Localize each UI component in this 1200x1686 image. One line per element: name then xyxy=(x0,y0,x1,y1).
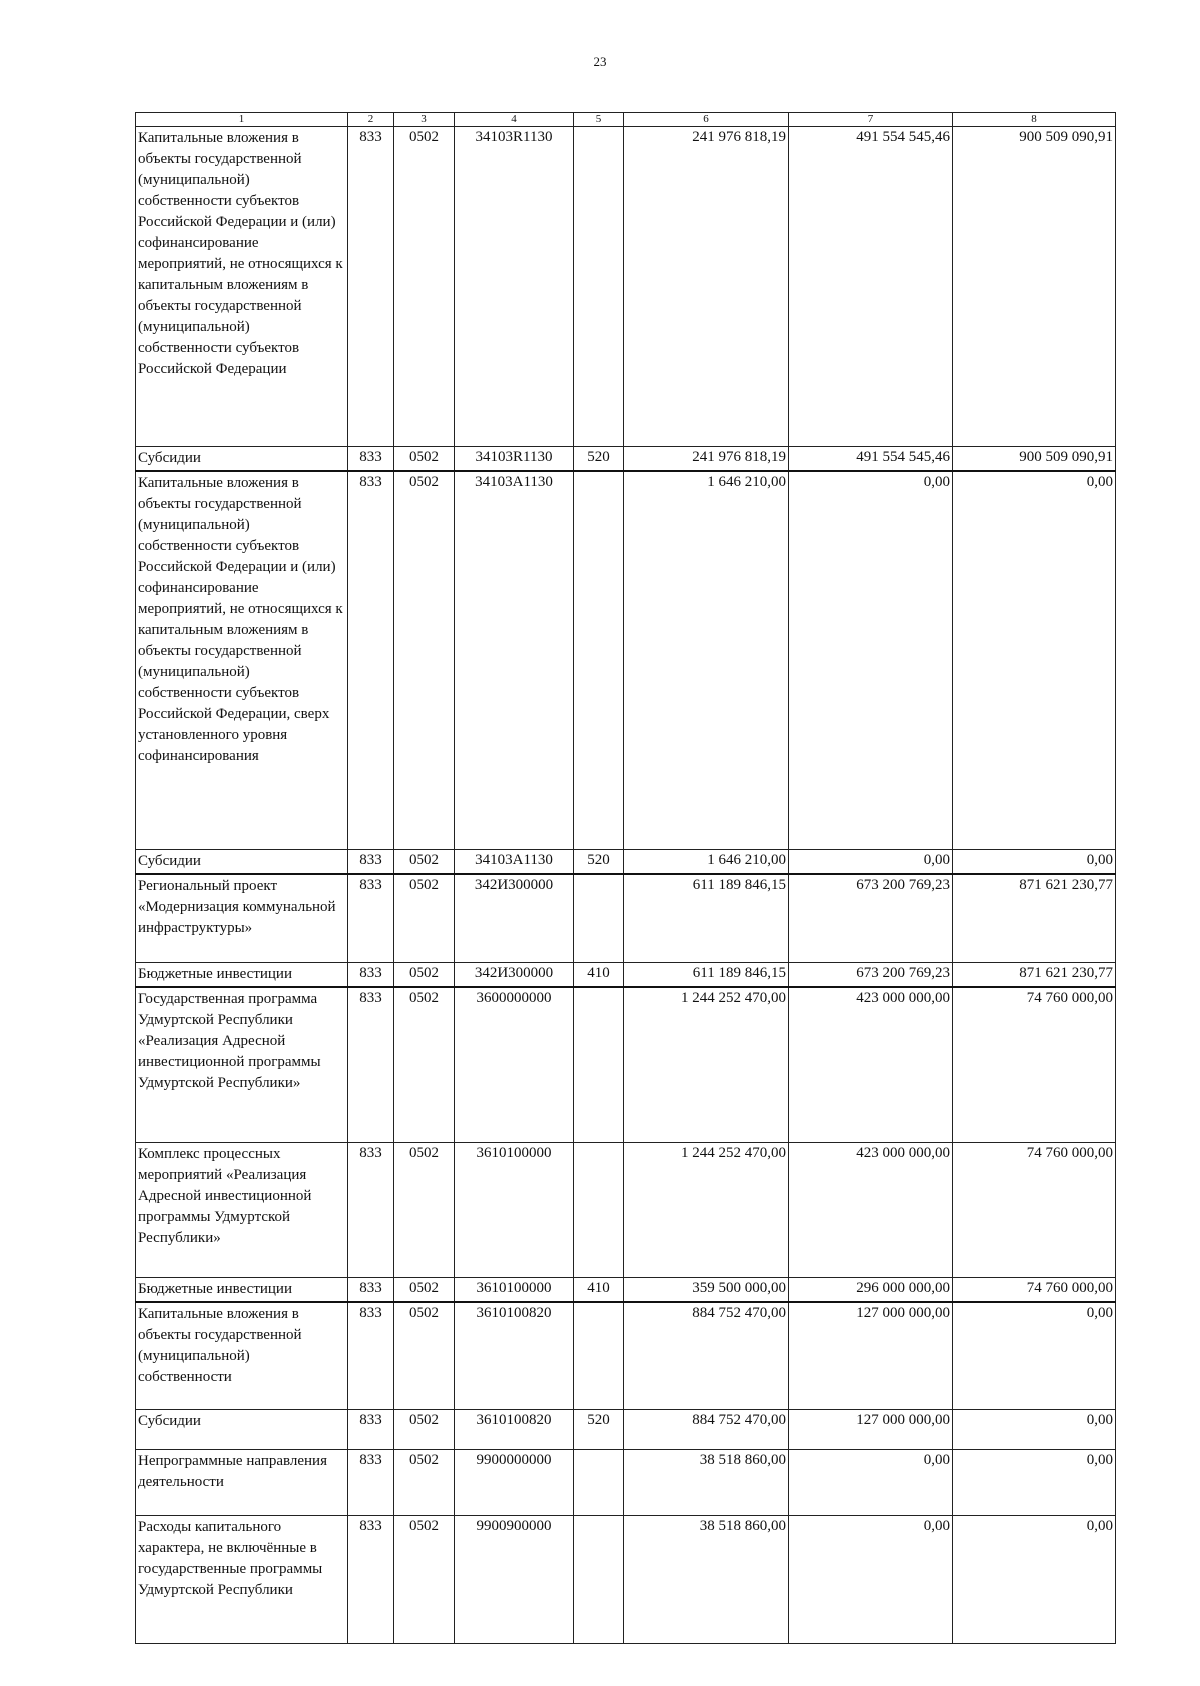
ministry-code: 833 xyxy=(348,471,394,849)
amount-col8: 0,00 xyxy=(953,1302,1116,1410)
amount-col8: 74 760 000,00 xyxy=(953,987,1116,1142)
ministry-code: 833 xyxy=(348,1277,394,1302)
expense-name: Субсидии xyxy=(136,1410,348,1450)
expense-type-code: 410 xyxy=(574,1277,624,1302)
ministry-code: 833 xyxy=(348,1302,394,1410)
target-article-code: 34103A1130 xyxy=(455,471,574,849)
ministry-code: 833 xyxy=(348,1450,394,1516)
table-row xyxy=(136,1277,1116,1302)
table-row xyxy=(136,1302,1116,1410)
page-number: 23 xyxy=(593,54,607,69)
amount-col7: 423 000 000,00 xyxy=(789,987,953,1142)
amount-col8: 871 621 230,77 xyxy=(953,874,1116,963)
section-code: 0502 xyxy=(394,1142,455,1277)
amount-col8: 0,00 xyxy=(953,849,1116,874)
column-number: 6 xyxy=(624,113,789,127)
expense-type-code xyxy=(574,1450,624,1516)
ministry-code: 833 xyxy=(348,127,394,447)
column-number-row xyxy=(136,113,1116,127)
target-article-code: 3610100000 xyxy=(455,1142,574,1277)
amount-col6: 884 752 470,00 xyxy=(624,1302,789,1410)
amount-col8: 74 760 000,00 xyxy=(953,1142,1116,1277)
section-code: 0502 xyxy=(394,471,455,849)
expense-type-code: 520 xyxy=(574,849,624,874)
target-article-code: 342И300000 xyxy=(455,874,574,963)
ministry-code: 833 xyxy=(348,447,394,472)
ministry-code: 833 xyxy=(348,987,394,1142)
target-article-code: 9900900000 xyxy=(455,1516,574,1644)
target-article-code: 9900000000 xyxy=(455,1450,574,1516)
expense-name: Бюджетные инвестиции xyxy=(136,1277,348,1302)
expense-name: Капитальные вложения в объекты государственной (муниципальной) собственности субъектов Российской Федерации и (или) софинансирование мероприятий, не относящихся к капитальным вложениям в объекты государственной (муниципальной) собственности субъектов Российской Федерации, сверх установленного уровня софинансирования xyxy=(136,471,348,849)
target-article-code: 3600000000 xyxy=(455,987,574,1142)
section-code: 0502 xyxy=(394,127,455,447)
amount-col7: 673 200 769,23 xyxy=(789,874,953,963)
amount-col6: 611 189 846,15 xyxy=(624,874,789,963)
table-row xyxy=(136,127,1116,447)
expense-name: Расходы капитального характера, не включённые в государственные программы Удмуртской Республики xyxy=(136,1516,348,1644)
amount-col6: 1 244 252 470,00 xyxy=(624,987,789,1142)
expense-name: Государственная программа Удмуртской Республики «Реализация Адресной инвестиционной программы Удмуртской Республики» xyxy=(136,987,348,1142)
target-article-code: 342И300000 xyxy=(455,963,574,988)
table-row xyxy=(136,874,1116,963)
target-article-code: 3610100820 xyxy=(455,1410,574,1450)
ministry-code: 833 xyxy=(348,1410,394,1450)
section-code: 0502 xyxy=(394,1410,455,1450)
amount-col6: 1 646 210,00 xyxy=(624,471,789,849)
amount-col6: 241 976 818,19 xyxy=(624,447,789,472)
amount-col8: 900 509 090,91 xyxy=(953,447,1116,472)
column-number: 5 xyxy=(574,113,624,127)
column-number: 7 xyxy=(789,113,953,127)
table-row xyxy=(136,1450,1116,1516)
ministry-code: 833 xyxy=(348,1516,394,1644)
expense-type-code xyxy=(574,1142,624,1277)
expense-type-code xyxy=(574,1516,624,1644)
target-article-code: 34103R1130 xyxy=(455,127,574,447)
expense-type-code xyxy=(574,1302,624,1410)
amount-col8: 871 621 230,77 xyxy=(953,963,1116,988)
amount-col8: 0,00 xyxy=(953,1450,1116,1516)
amount-col7: 423 000 000,00 xyxy=(789,1142,953,1277)
expense-name: Субсидии xyxy=(136,447,348,472)
target-article-code: 3610100000 xyxy=(455,1277,574,1302)
amount-col6: 884 752 470,00 xyxy=(624,1410,789,1450)
amount-col7: 127 000 000,00 xyxy=(789,1410,953,1450)
expense-type-code xyxy=(574,127,624,447)
expense-name: Региональный проект «Модернизация коммунальной инфраструктуры» xyxy=(136,874,348,963)
section-code: 0502 xyxy=(394,1516,455,1644)
section-code: 0502 xyxy=(394,1302,455,1410)
amount-col7: 0,00 xyxy=(789,849,953,874)
amount-col6: 1 646 210,00 xyxy=(624,849,789,874)
column-number: 3 xyxy=(394,113,455,127)
amount-col8: 74 760 000,00 xyxy=(953,1277,1116,1302)
section-code: 0502 xyxy=(394,963,455,988)
section-code: 0502 xyxy=(394,987,455,1142)
target-article-code: 34103R1130 xyxy=(455,447,574,472)
expense-name: Субсидии xyxy=(136,849,348,874)
amount-col7: 0,00 xyxy=(789,471,953,849)
table-row xyxy=(136,963,1116,988)
table-row xyxy=(136,1516,1116,1644)
amount-col8: 900 509 090,91 xyxy=(953,127,1116,447)
ministry-code: 833 xyxy=(348,1142,394,1277)
expense-type-code: 520 xyxy=(574,1410,624,1450)
amount-col6: 241 976 818,19 xyxy=(624,127,789,447)
amount-col7: 491 554 545,46 xyxy=(789,127,953,447)
ministry-code: 833 xyxy=(348,874,394,963)
amount-col6: 38 518 860,00 xyxy=(624,1450,789,1516)
expense-name: Бюджетные инвестиции xyxy=(136,963,348,988)
amount-col7: 127 000 000,00 xyxy=(789,1302,953,1410)
column-number: 4 xyxy=(455,113,574,127)
column-number: 8 xyxy=(953,113,1116,127)
amount-col7: 491 554 545,46 xyxy=(789,447,953,472)
amount-col8: 0,00 xyxy=(953,1516,1116,1644)
table-row xyxy=(136,1410,1116,1450)
expense-name: Капитальные вложения в объекты государственной (муниципальной) собственности субъектов Российской Федерации и (или) софинансирование мероприятий, не относящихся к капитальным вложениям в объекты государственной (муниципальной) собственности субъектов Российской Федерации xyxy=(136,127,348,447)
table-row xyxy=(136,849,1116,874)
expense-type-code: 410 xyxy=(574,963,624,988)
table-row xyxy=(136,1142,1116,1277)
amount-col7: 0,00 xyxy=(789,1450,953,1516)
expense-name: Капитальные вложения в объекты государственной (муниципальной) собственности xyxy=(136,1302,348,1410)
budget-table xyxy=(135,112,1116,1644)
table-row xyxy=(136,987,1116,1142)
amount-col6: 38 518 860,00 xyxy=(624,1516,789,1644)
column-number: 1 xyxy=(136,113,348,127)
expense-type-code xyxy=(574,987,624,1142)
section-code: 0502 xyxy=(394,874,455,963)
amount-col7: 296 000 000,00 xyxy=(789,1277,953,1302)
target-article-code: 34103A1130 xyxy=(455,849,574,874)
amount-col6: 359 500 000,00 xyxy=(624,1277,789,1302)
expense-type-code xyxy=(574,874,624,963)
table-row xyxy=(136,471,1116,849)
amount-col8: 0,00 xyxy=(953,1410,1116,1450)
section-code: 0502 xyxy=(394,447,455,472)
section-code: 0502 xyxy=(394,1450,455,1516)
amount-col8: 0,00 xyxy=(953,471,1116,849)
amount-col6: 611 189 846,15 xyxy=(624,963,789,988)
ministry-code: 833 xyxy=(348,963,394,988)
ministry-code: 833 xyxy=(348,849,394,874)
expense-name: Непрограммные направления деятельности xyxy=(136,1450,348,1516)
target-article-code: 3610100820 xyxy=(455,1302,574,1410)
amount-col6: 1 244 252 470,00 xyxy=(624,1142,789,1277)
table-row xyxy=(136,447,1116,472)
expense-type-code: 520 xyxy=(574,447,624,472)
amount-col7: 0,00 xyxy=(789,1516,953,1644)
section-code: 0502 xyxy=(394,1277,455,1302)
section-code: 0502 xyxy=(394,849,455,874)
column-number: 2 xyxy=(348,113,394,127)
amount-col7: 673 200 769,23 xyxy=(789,963,953,988)
expense-type-code xyxy=(574,471,624,849)
expense-name: Комплекс процессных мероприятий «Реализация Адресной инвестиционной программы Удмуртской Республики» xyxy=(136,1142,348,1277)
